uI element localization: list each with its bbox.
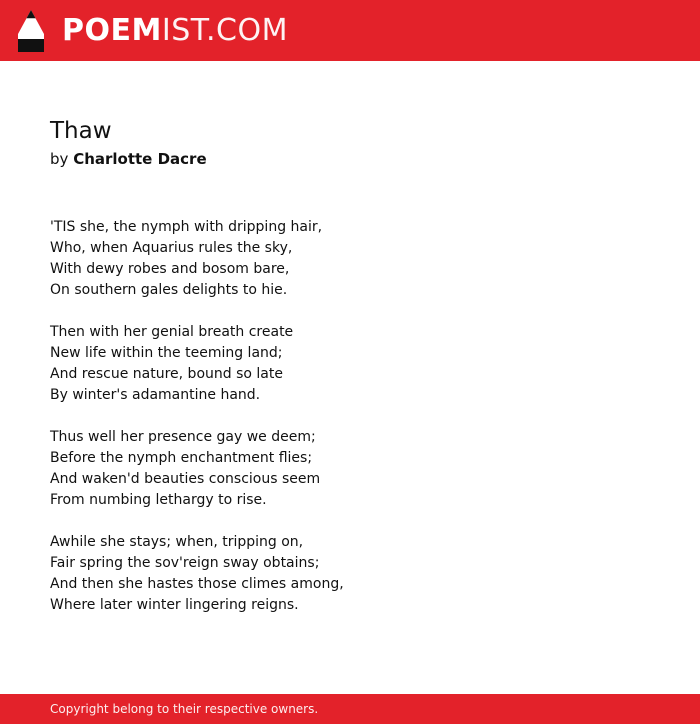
poem-title: Thaw	[50, 118, 112, 144]
copyright-notice: Copyright belong to their respective owners.	[50, 702, 319, 716]
poem-line: With dewy robes and bosom bare,	[50, 261, 290, 277]
poem-line: By winter's adamantine hand.	[50, 387, 261, 403]
stanza	[50, 217, 650, 301]
site-header	[0, 0, 700, 61]
poem-line: Before the nymph enchantment flies;	[50, 450, 313, 466]
stanza	[50, 322, 650, 406]
logo-text-bold: POEM	[62, 12, 162, 48]
poem-line: Who, when Aquarius rules the sky,	[50, 240, 293, 256]
poem-content	[50, 116, 650, 637]
logo-text-light: IST.COM	[161, 12, 288, 48]
poem-line: And waken'd beauties conscious seem	[50, 471, 321, 487]
poem-line: From numbing lethargy to rise.	[50, 492, 267, 508]
stanza	[50, 532, 650, 616]
poem-line: 'TIS she, the nymph with dripping hair,	[50, 219, 323, 235]
poem-byline	[50, 149, 650, 169]
poem-line: New life within the teeming land;	[50, 345, 283, 361]
poem-author: Charlotte Dacre	[73, 150, 207, 168]
site-footer	[0, 694, 700, 724]
site-logo-link[interactable]	[18, 10, 288, 52]
site-logo-text	[62, 12, 288, 48]
poem-line: Awhile she stays; when, tripping on,	[50, 534, 304, 550]
stanza	[50, 427, 650, 511]
by-label: by	[50, 150, 69, 168]
poem-line: On southern gales delights to hie.	[50, 282, 288, 298]
poem-line: And then she hastes those climes among,	[50, 576, 344, 592]
pencil-tip-icon	[18, 10, 44, 52]
poem-line: Thus well her presence gay we deem;	[50, 429, 316, 445]
poem-body	[50, 217, 650, 616]
poem-line: Fair spring the sov'reign sway obtains;	[50, 555, 320, 571]
poem-line: Then with her genial breath create	[50, 324, 294, 340]
poem-line: Where later winter lingering reigns.	[50, 597, 299, 613]
poem-line: And rescue nature, bound so late	[50, 366, 283, 382]
